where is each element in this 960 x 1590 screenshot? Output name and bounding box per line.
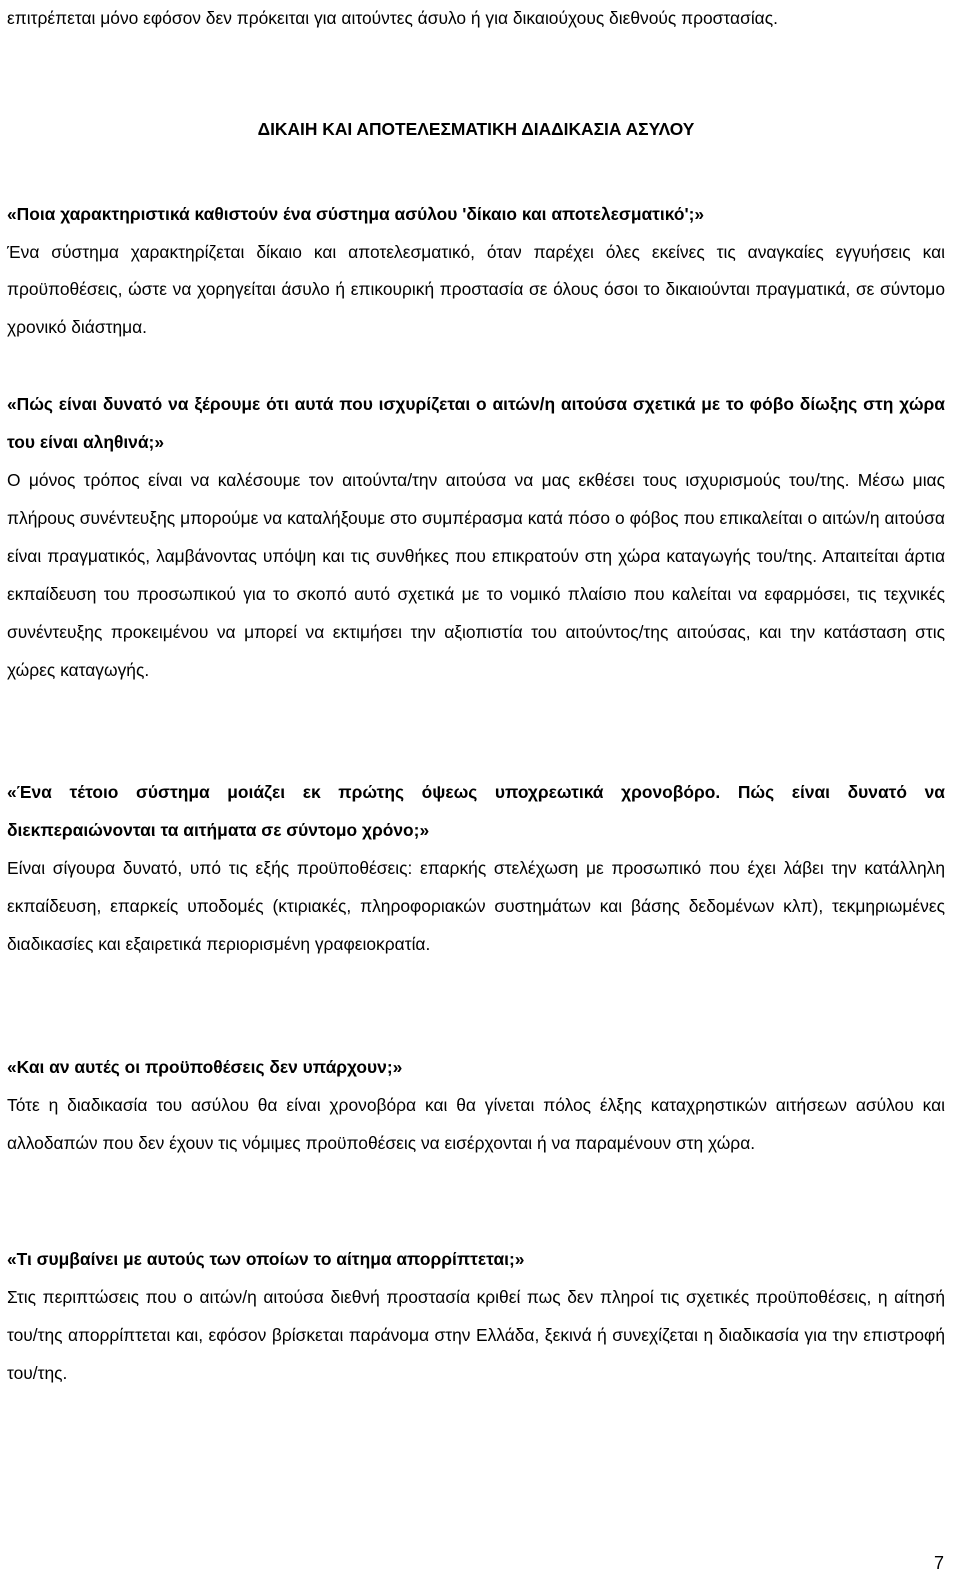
qa-section-3 bbox=[7, 773, 945, 963]
question-5: «Τι συμβαίνει με αυτούς των οποίων το αίτημα απορρίπτεται;» bbox=[7, 1249, 525, 1269]
answer-4: Τότε η διαδικασία του ασύλου θα είναι χρονοβόρα και θα γίνεται πόλος έλξης καταχρηστικών αιτήσεων ασύλου και αλλοδαπών που δεν έχουν τις νόμιμες προϋποθέσεις να εισέρχονται ή να παραμένουν στη χώρα. bbox=[7, 1095, 945, 1153]
page-number: 7 bbox=[933, 1553, 944, 1573]
answer-5: Στις περιπτώσεις που ο αιτών/η αιτούσα διεθνή προστασία κριθεί πως δεν πληροί τις σχετικές προϋποθέσεις, η αίτησή του/της απορρίπτεται και, εφόσον βρίσκεται παράνομα στην Ελλάδα, ξεκινά ή συνεχίζεται η διαδικασία για την επιστροφή του/της. bbox=[7, 1287, 945, 1383]
qa-section-1 bbox=[7, 196, 945, 346]
section-title: ΔΙΚΑΙΗ ΚΑΙ ΑΠΟΤΕΛΕΣΜΑΤΙΚΗ ΔΙΑΔΙΚΑΣΙΑ ΑΣΥΛΟΥ bbox=[257, 119, 695, 139]
intro-paragraph: επιτρέπεται μόνο εφόσον δεν πρόκειται για αιτούντες άσυλο ή για δικαιούχους διεθνούς προστασίας. bbox=[7, 8, 778, 28]
question-4: «Και αν αυτές οι προϋποθέσεις δεν υπάρχουν;» bbox=[7, 1057, 403, 1077]
question-1: «Ποια χαρακτηριστικά καθιστούν ένα σύστημα ασύλου 'δίκαιο και αποτελεσματικό';» bbox=[7, 204, 705, 224]
qa-section-4 bbox=[7, 1048, 945, 1162]
qa-section-2 bbox=[7, 385, 945, 689]
answer-2: Ο μόνος τρόπος είναι να καλέσουμε τον αιτούντα/την αιτούσα να μας εκθέσει τους ισχυρισμούς του/της. Μέσω μιας πλήρους συνέντευξης μπορούμε να καταλήξουμε στο συμπέρασμα κατά πόσο ο φόβος που επικαλείται ο αιτών/η αιτούσα είναι πραγματικός, λαμβάνοντας υπόψη και τις συνθήκες που επικρατούν στη χώρα καταγωγής του/της. Απαιτείται άρτια εκπαίδευση του προσωπικού για το σκοπό αυτό σχετικά με το νομικό πλαίσιο που καλείται να εφαρμόσει, τις τεχνικές συνέντευξης προκειμένου να μπορεί να εκτιμήσει την αξιοπιστία του αιτούντος/της αιτούσας, και την κατάσταση στις χώρες καταγωγής. bbox=[7, 470, 945, 680]
question-3: «Ένα τέτοιο σύστημα μοιάζει εκ πρώτης όψεως υποχρεωτικά χρονοβόρο. Πώς είναι δυνατό να διεκπεραιώνονται τα αιτήματα σε σύντομο χρόνο;» bbox=[7, 782, 945, 840]
answer-1: Ένα σύστημα χαρακτηρίζεται δίκαιο και αποτελεσματικό, όταν παρέχει όλες εκείνες τις αναγκαίες εγγυήσεις και προϋποθέσεις, ώστε να χορηγείται άσυλο ή επικουρική προστασία σε όλους όσοι το δικαιούνται πραγματικά, σε σύντομο χρονικό διάστημα. bbox=[7, 241, 945, 337]
answer-3: Είναι σίγουρα δυνατό, υπό τις εξής προϋποθέσεις: επαρκής στελέχωση με προσωπικό που έχει λάβει την κατάλληλη εκπαίδευση, επαρκείς υποδομές (κτιριακές, πληροφοριακών συστημάτων και βάσης δεδομένων κλπ), τεκμηριωμένες διαδικασίες και εξαιρετικά περιορισμένη γραφειοκρατία. bbox=[7, 858, 945, 954]
question-2: «Πώς είναι δυνατό να ξέρουμε ότι αυτά που ισχυρίζεται ο αιτών/η αιτούσα σχετικά με το φόβο δίωξης στη χώρα του είναι αληθινά;» bbox=[7, 394, 945, 452]
qa-section-5 bbox=[7, 1240, 945, 1392]
